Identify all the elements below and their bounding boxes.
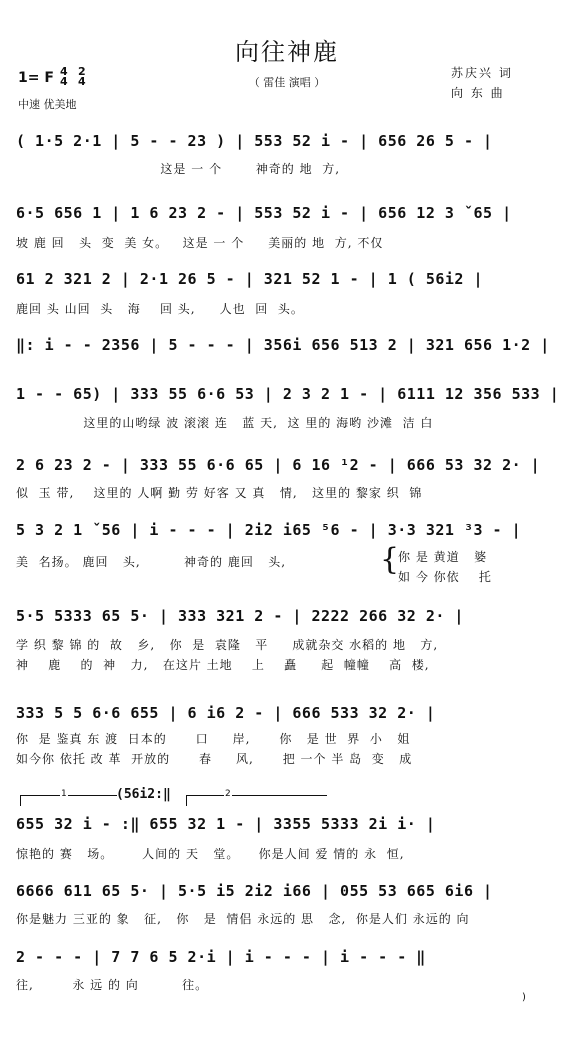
composer-credit: 向 东 曲	[451, 86, 505, 100]
notation-line-7: 5 3 2 1 ˇ56 | i - - - | 2i2 i65 ⁵6 - | 3·3 321 ³3 - |	[16, 521, 522, 539]
time-sig-bottom: 4	[60, 75, 68, 88]
lyric-line-8-verse-a: 学 织 黎 锦 的 故 乡, 你 是 袁隆 平 成就杂交 水稻的 地 方,	[16, 638, 439, 652]
volta-bracket-1	[20, 795, 117, 806]
performer-line: （ 雷佳 演唱 ）	[248, 76, 326, 89]
lyric-line-1: 这是 一 个 神奇的 地 方,	[16, 162, 341, 176]
volta-bracket-2	[186, 795, 327, 806]
tempo-marking: 中速 优美地	[18, 98, 77, 111]
notation-line-3: 61 2 321 2 | 2·1 26 5 - | 321 52 1 - | 1 ( 56i2 |	[16, 270, 484, 288]
lyric-line-5: 这里的山哟绿 波 滚滚 连 蓝 天, 这 里的 海哟 沙滩 洁 白	[16, 416, 434, 430]
lyricist-credit: 苏庆兴 词	[451, 66, 513, 80]
volta-number-1: 1	[61, 789, 67, 799]
time-sig-top: 2	[78, 65, 86, 78]
notation-line-12: 2 - - - | 7 7 6 5 2·i | i - - - | i - - - ‖	[16, 948, 426, 966]
lyric-line-8-verse-b: 神 鹿 的 神 力, 在这片 土地 上 矗 起 幢幢 高 楼,	[16, 658, 430, 672]
time-signature-2-4	[78, 67, 86, 87]
lyric-line-7: 美 名扬。 鹿回 头, 神奇的 鹿回 头,	[16, 555, 287, 569]
time-sig-top: 4	[60, 65, 68, 78]
notation-line-11: 6666 611 65 5· | 5·5 i5 2i2 i66 | 055 53 665 6i6 |	[16, 882, 493, 900]
lyric-line-10: 惊艳的 赛 场。 人间的 天 堂。 你是人间 爱 情的 永 恒,	[16, 847, 405, 861]
notation-line-8: 5·5 5333 65 5· | 333 321 2 - | 2222 266 32 2· |	[16, 607, 464, 625]
notation-line-5: 1 - - 65) | 333 55 6·6 53 | 2 3 2 1 - | 6111 12 356 533 |	[16, 385, 560, 403]
notation-line-4: ‖: i - - 2356 | 5 - - - | 356i 656 513 2 | 321 656 1·2 |	[16, 336, 550, 354]
lyric-line-9-verse-b: 如今你 依托 改 革 开放的 春 风, 把 一个 半 岛 变 成	[16, 752, 413, 766]
lyric-line-6: 似 玉 带, 这里的 人啊 勤 劳 好客 又 真 情, 这里的 黎家 织 锦	[16, 486, 423, 500]
end-mark: )	[522, 992, 526, 1003]
lyric-line-7-verse-a: 你 是 黄道 婆	[398, 550, 488, 564]
lyric-line-9-verse-a: 你 是 鉴真 东 渡 日本的 口 岸, 你 是 世 界 小 姐	[16, 732, 411, 746]
notation-line-9: 333 5 5 6·6 655 | 6 i6 2 - | 666 533 32 2· |	[16, 704, 436, 722]
lyric-line-7-verse-b: 如 今 你依 托	[398, 570, 492, 584]
notation-line-10: 655 32 i - :‖ 655 32 1 - | 3355 5333 2i i· |	[16, 815, 436, 833]
notation-line-1: ( 1·5 2·1 | 5 - - 23 ) | 553 52 i - | 656 26 5 - |	[16, 132, 493, 150]
song-title: 向往神鹿	[235, 38, 339, 66]
lyric-line-12: 往, 永 远 的 向 往。	[16, 978, 209, 992]
lyric-line-2: 坡 鹿 回 头 变 美 女。 这是 一 个 美丽的 地 方, 不仅	[16, 236, 384, 250]
lyric-line-11: 你是魅力 三亚的 象 征, 你 是 情侣 永远的 思 念, 你是人们 永远的 向	[16, 912, 470, 926]
time-sig-bottom: 4	[78, 75, 86, 88]
key-signature: 1= F	[18, 70, 54, 86]
notation-line-6: 2 6 23 2 - | 333 55 6·6 65 | 6 16 ¹2 - | 666 53 32 2· |	[16, 456, 541, 474]
verse-brace: {	[380, 542, 400, 577]
lyric-line-3: 鹿回 头 山回 头 海 回 头, 人也 回 头。	[16, 302, 304, 316]
time-signature-4-4	[60, 67, 68, 87]
notation-line-2: 6·5 656 1 | 1 6 23 2 - | 553 52 i - | 656 12 3 ˇ65 |	[16, 204, 512, 222]
volta-number-2: 2	[225, 789, 231, 799]
repeat-intro-notes: (56i2:‖	[116, 787, 171, 802]
